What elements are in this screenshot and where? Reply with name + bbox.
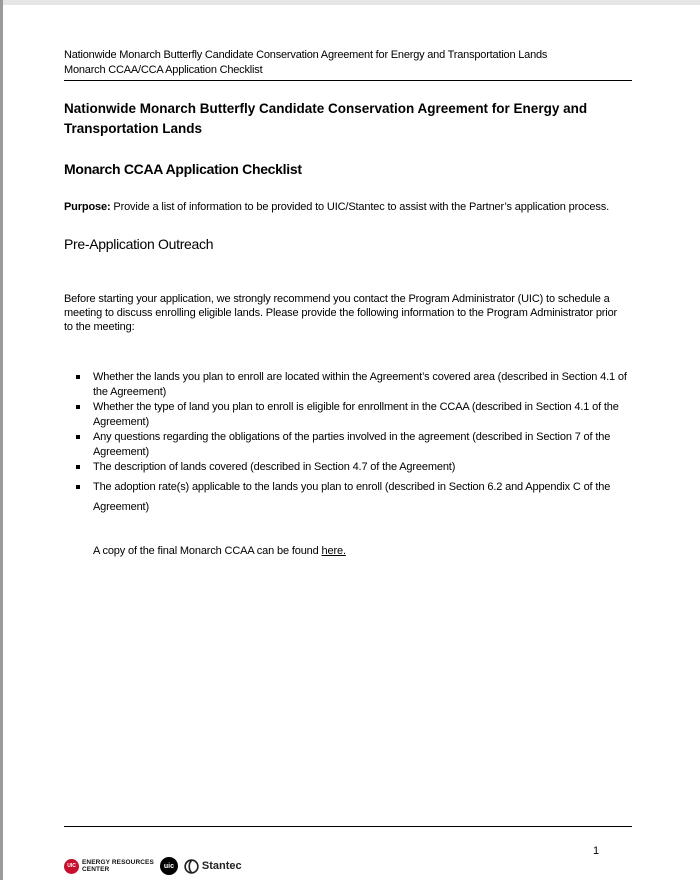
page-left-edge [0,0,3,880]
list-item [76,477,636,517]
here-link[interactable]: here. [321,545,346,557]
stantec-logo [184,859,242,874]
document-title: Nationwide Monarch Butterfly Candidate Conservation Agreement for Energy and Transportation Lands [64,101,588,136]
uic-badge-logo: UIC [64,859,79,874]
list-item [76,400,636,430]
list-item-text: Whether the type of land you plan to enroll is eligible for enrollment in the CCAA (described in Section 4.1 of the Agreement) [93,401,619,428]
checklist-heading: Monarch CCAA Application Checklist [64,161,302,177]
bullet-icon [76,405,80,409]
stantec-logo-text: Stantec [201,860,242,872]
list-item-text: Any questions regarding the obligations of the parties involved in the agreement (described in Section 7 of the Agreement) [93,431,611,458]
list-item [76,430,636,460]
purpose-text: Provide a list of information to be provided to UIC/Stantec to assist with the Partner’s application process. [110,201,610,213]
uic-circle-logo: uic [160,857,178,875]
bullet-icon [76,435,80,439]
energy-resources-center-logo-text [82,859,154,873]
erc-line-2: CENTER [82,866,110,873]
running-header-line-1: Nationwide Monarch Butterfly Candidate Conservation Agreement for Energy and Transportation Lands [64,49,548,61]
copy-note [93,545,346,557]
bullet-list [76,370,636,517]
erc-line-1: ENERGY RESOURCES [82,859,154,866]
footer-logos [64,855,242,877]
bullet-icon [76,485,80,489]
list-item-text: Whether the lands you plan to enroll are located within the Agreement’s covered area (described in Section 4.1 of the Agreement) [93,371,627,398]
running-header [64,48,632,78]
page-top-edge [0,0,700,5]
running-header-line-2: Monarch CCAA/CCA Application Checklist [64,64,263,76]
intro-paragraph: Before starting your application, we strongly recommend you contact the Program Administrator (UIC) to schedule a meeting to discuss enrolling eligible lands. Please provide the following information to the Program Administrator prior to the meeting: [64,293,618,333]
section-heading: Pre-Application Outreach [64,236,214,252]
purpose-paragraph [64,201,644,213]
bullet-icon [76,375,80,379]
list-item-text: The adoption rate(s) applicable to the lands you plan to enroll (described in Section 6.2 and Appendix C of the Agreement) [93,481,611,513]
page-number: 1 [593,845,600,857]
list-item-text: The description of lands covered (described in Section 4.7 of the Agreement) [93,461,456,473]
purpose-label: Purpose: [64,201,111,213]
footer-divider [64,826,632,827]
bullet-icon [76,465,80,469]
header-divider [64,80,632,81]
stantec-swirl-icon [184,859,199,874]
list-item [76,370,636,400]
copy-note-text: A copy of the final Monarch CCAA can be found [93,545,322,557]
list-item [76,460,636,475]
